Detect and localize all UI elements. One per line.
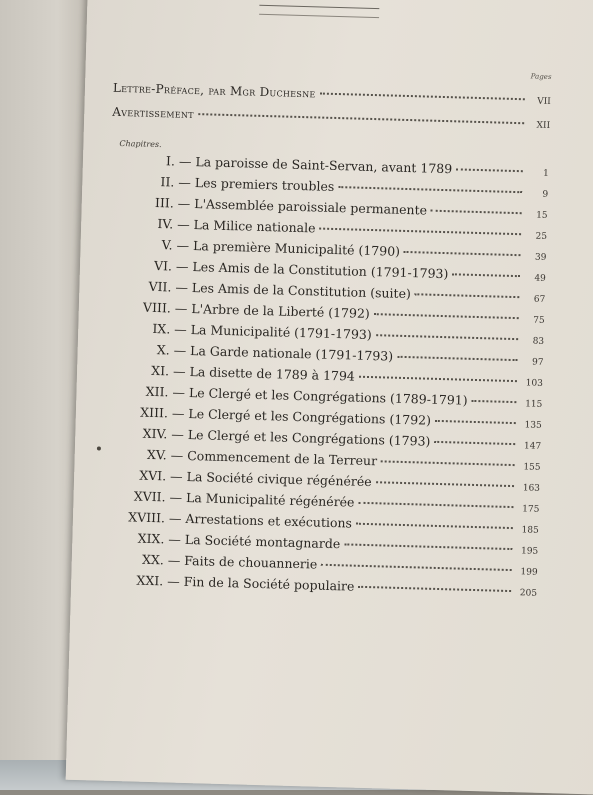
page-number: 155 (523, 462, 541, 473)
chapter-title: — Faits de chouannerie (167, 552, 318, 572)
chapter-number: XII. (145, 383, 169, 400)
page-number: 195 (520, 546, 539, 557)
chapter-number: XVIII. (128, 509, 166, 526)
header-ornament (259, 5, 379, 18)
chapter-title: — La Société montagnarde (168, 531, 341, 552)
chapter-title: — Le Clergé et les Congrégations (1792) (171, 405, 432, 428)
leader-dots (320, 84, 526, 101)
chapter-title: — La Milice nationale (177, 216, 316, 236)
entry-title: Lettre-Préface, par Mgr Duchesne (112, 80, 316, 101)
chapter-number: XVI. (139, 467, 167, 484)
page-number: 185 (521, 525, 539, 536)
chapter-number: XIX. (137, 530, 165, 547)
leader-dots (415, 284, 520, 298)
leader-dots (452, 264, 520, 277)
chapter-number: X. (156, 342, 170, 358)
chapter-title: — La paroisse de Saint-Servan, avant 1789 (178, 153, 453, 177)
chapter-title: — La Municipalité régénérée (169, 489, 355, 510)
page-number: 83 (532, 336, 545, 347)
chapter-number: XIV. (142, 425, 168, 442)
page-number: 15 (536, 210, 548, 221)
chapter-title: — Les Amis de la Constitution (suite) (175, 279, 412, 302)
page-number: 67 (533, 294, 546, 305)
leader-dots (435, 411, 516, 424)
chapter-title: — Les Amis de la Constitution (1791-1793) (175, 258, 449, 282)
leader-dots (434, 432, 515, 445)
chapter-title: — Fin de la Société populaire (167, 573, 355, 594)
page-number: 49 (534, 273, 546, 284)
leader-dots (431, 201, 522, 215)
chapter-title: — Le Clergé et les Congrégations (1793) (171, 426, 431, 449)
chapter-title: — L'Arbre de la Liberté (1792) (174, 300, 371, 321)
leader-dots (381, 451, 515, 466)
chapter-title: — Les premiers troubles (178, 174, 335, 194)
page-number: 103 (525, 378, 544, 389)
chapter-number: IV. (157, 216, 174, 232)
chapter-title: — Arrestations et exécutions (168, 510, 353, 531)
chapter-title: — La Garde nationale (1791-1793) (173, 342, 394, 364)
page-number: 39 (534, 252, 547, 263)
chapter-title: — Commencement de la Terreur (170, 447, 378, 469)
page-number: 97 (531, 357, 544, 368)
page-number: 135 (524, 420, 542, 431)
chapter-title: — La disette de 1789 à 1794 (172, 363, 356, 384)
chapter-number: XIII. (140, 404, 169, 421)
chapter-number: VI. (153, 257, 173, 274)
page-number: XII (536, 120, 551, 131)
chapter-number: VIII. (142, 299, 172, 316)
pages-column-label: Pages (530, 72, 552, 81)
entry-title: Avertissement (112, 104, 195, 122)
chapter-title: — La première Municipalité (1790) (176, 237, 401, 259)
chapter-number: IX. (152, 320, 171, 337)
chapter-number: II. (160, 174, 175, 190)
table-of-contents (99, 72, 552, 605)
leader-dots (404, 242, 521, 256)
page-number: 75 (533, 315, 545, 326)
chapter-number: VII. (148, 278, 172, 295)
page-number: 163 (522, 483, 541, 494)
page-number: 9 (542, 189, 549, 200)
chapter-title: — Le Clergé et les Congrégations (1789-1791) (172, 384, 468, 408)
ink-spot (97, 446, 101, 450)
chapter-number: XI. (151, 362, 170, 379)
page-number: 115 (524, 399, 543, 410)
leader-dots (397, 347, 518, 361)
preliminaries-list (112, 81, 551, 141)
chapter-title: — L'Assemblée paroissiale permanente (177, 195, 428, 218)
chapter-title: — La Municipalité (1791-1793) (174, 321, 372, 343)
leader-dots (456, 159, 523, 172)
chapters-list (99, 152, 549, 605)
chapter-number: I. (165, 153, 176, 169)
chapter-number: XXI. (136, 572, 164, 589)
book-page (66, 0, 593, 795)
page-number: VII (537, 96, 551, 107)
chapter-number: V. (161, 237, 173, 253)
chapter-number: III. (154, 194, 175, 211)
leader-dots (472, 391, 517, 403)
chapter-title: — La Société civique régénérée (169, 468, 372, 490)
chapters-label: Chapitres. (119, 138, 162, 150)
page-number: 205 (519, 588, 538, 599)
chapter-number: XX. (141, 551, 165, 568)
page-number: 25 (535, 231, 548, 242)
chapter-number: XV. (146, 446, 167, 463)
page-number: 199 (520, 567, 538, 578)
page-number: 175 (522, 504, 540, 515)
page-number: 147 (523, 441, 542, 452)
page-number: 1 (542, 168, 549, 179)
chapter-number: XVII. (133, 488, 166, 505)
